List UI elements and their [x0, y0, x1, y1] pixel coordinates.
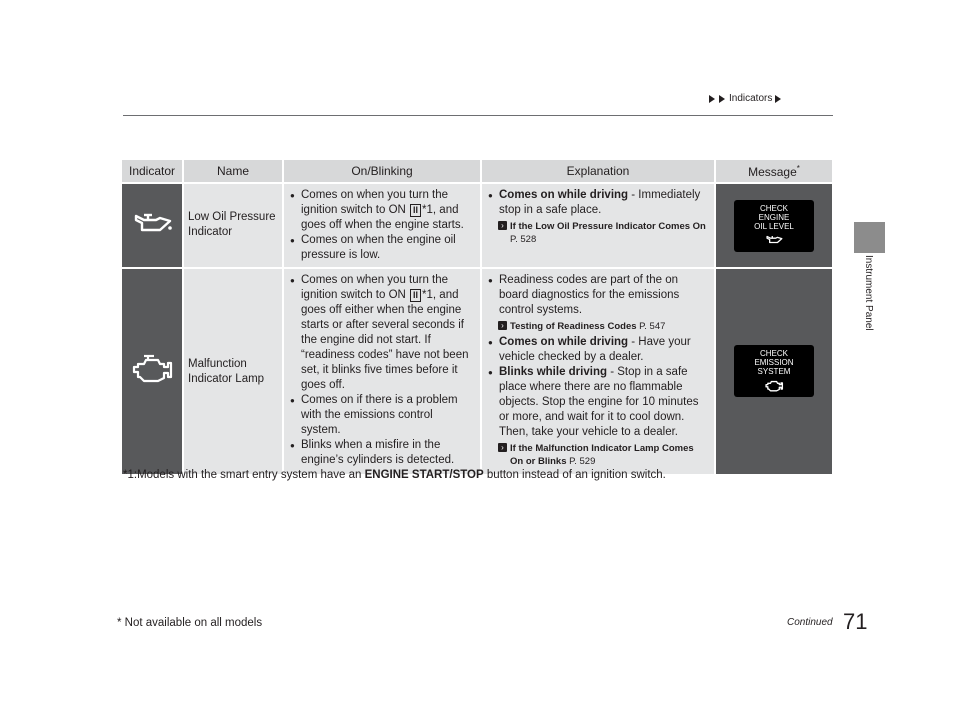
table-header-row [122, 160, 832, 182]
list-item: ● Comes on when you turn the ignition switch to ON II *1, and goes off when the engine starts. [290, 188, 474, 233]
triangle-right-icon [709, 95, 715, 103]
explanation-cell [482, 269, 716, 474]
reference-arrow-icon: › [498, 221, 507, 230]
list-item: ● Readiness codes are part of the on board diagnostics for the emissions control systems. [488, 273, 708, 318]
triangle-right-icon [719, 95, 725, 103]
ignition-key-label: II [410, 204, 421, 217]
continued-label: Continued [787, 617, 833, 628]
indicator-name-line: Malfunction [188, 357, 247, 370]
indicator-table [122, 158, 832, 476]
message-cell [716, 184, 832, 267]
table-row [122, 269, 832, 474]
column-header: Name [184, 160, 284, 182]
page-reference[interactable]: › If the Low Oil Pressure Indicator Comes On P. 528 [488, 220, 708, 246]
oil-can-icon [130, 208, 174, 238]
indicator-name-line: Indicator [188, 226, 233, 238]
message-display: CHECK ENGINE OIL LEVEL [734, 200, 814, 252]
list-item: ● Comes on when you turn the ignition switch to ON II *1, and goes off either when the engine starts or after several seconds if the engine did not start. If “readiness codes” have not been set, it blinks five times before it goes off. [290, 273, 474, 393]
list-item: ● Comes on if there is a problem with the emissions control system. [290, 393, 474, 438]
oil-can-icon [764, 233, 784, 246]
triangle-right-icon [775, 95, 781, 103]
column-header: Message* [716, 160, 832, 182]
list-item: ● Comes on while driving - Immediately stop in a safe place. [488, 188, 708, 218]
not-available-note: * Not available on all models [117, 617, 263, 629]
list-item: ● Comes on when the engine oil pressure is low. [290, 233, 474, 263]
column-header: Indicator [122, 160, 184, 182]
footnote: *1:Models with the smart entry system have an ENGINE START/STOP button instead of an ignition switch. [123, 469, 666, 481]
column-header: On/Blinking [284, 160, 482, 182]
reference-arrow-icon: › [498, 321, 507, 330]
indicator-name-line: Low Oil Pressure [188, 211, 276, 223]
side-tab-text: Instrument Panel [863, 255, 874, 331]
explanation-cell [482, 184, 716, 267]
breadcrumb [709, 93, 782, 104]
header-rule [123, 115, 833, 116]
table-row [122, 184, 832, 267]
indicator-cell [122, 269, 184, 474]
list-item: ● Comes on while driving - Have your vehicle checked by a dealer. [488, 335, 708, 365]
on-blinking-cell [284, 269, 482, 474]
page-number: 71 [843, 609, 868, 634]
engine-icon [130, 352, 174, 386]
section-tab-label [862, 255, 876, 385]
ignition-key-label: II [410, 289, 421, 302]
indicator-name-cell [184, 269, 284, 474]
indicator-cell [122, 184, 184, 267]
column-header: Explanation [482, 160, 716, 182]
section-tab-marker [854, 222, 885, 253]
message-display: CHECK EMISSION SYSTEM [734, 345, 814, 397]
page-reference[interactable]: › If the Malfunction Indicator Lamp Comes On or Blinks P. 529 [488, 442, 708, 468]
message-cell [716, 269, 832, 474]
indicator-name-line: Indicator Lamp [188, 372, 265, 385]
breadcrumb-section: Indicators [729, 93, 773, 104]
list-item: ● Blinks while driving - Stop in a safe place where there are no flammable objects. Stop the engine for 10 minutes or more, and wait for it to cool down. Then, take your vehicle to a dealer. [488, 365, 708, 440]
engine-icon [763, 378, 785, 393]
indicator-name-cell [184, 184, 284, 267]
on-blinking-cell [284, 184, 482, 267]
reference-arrow-icon: › [498, 443, 507, 452]
page-reference[interactable]: › Testing of Readiness Codes P. 547 [488, 320, 708, 333]
list-item: ● Blinks when a misfire in the engine’s cylinders is detected. [290, 438, 474, 468]
